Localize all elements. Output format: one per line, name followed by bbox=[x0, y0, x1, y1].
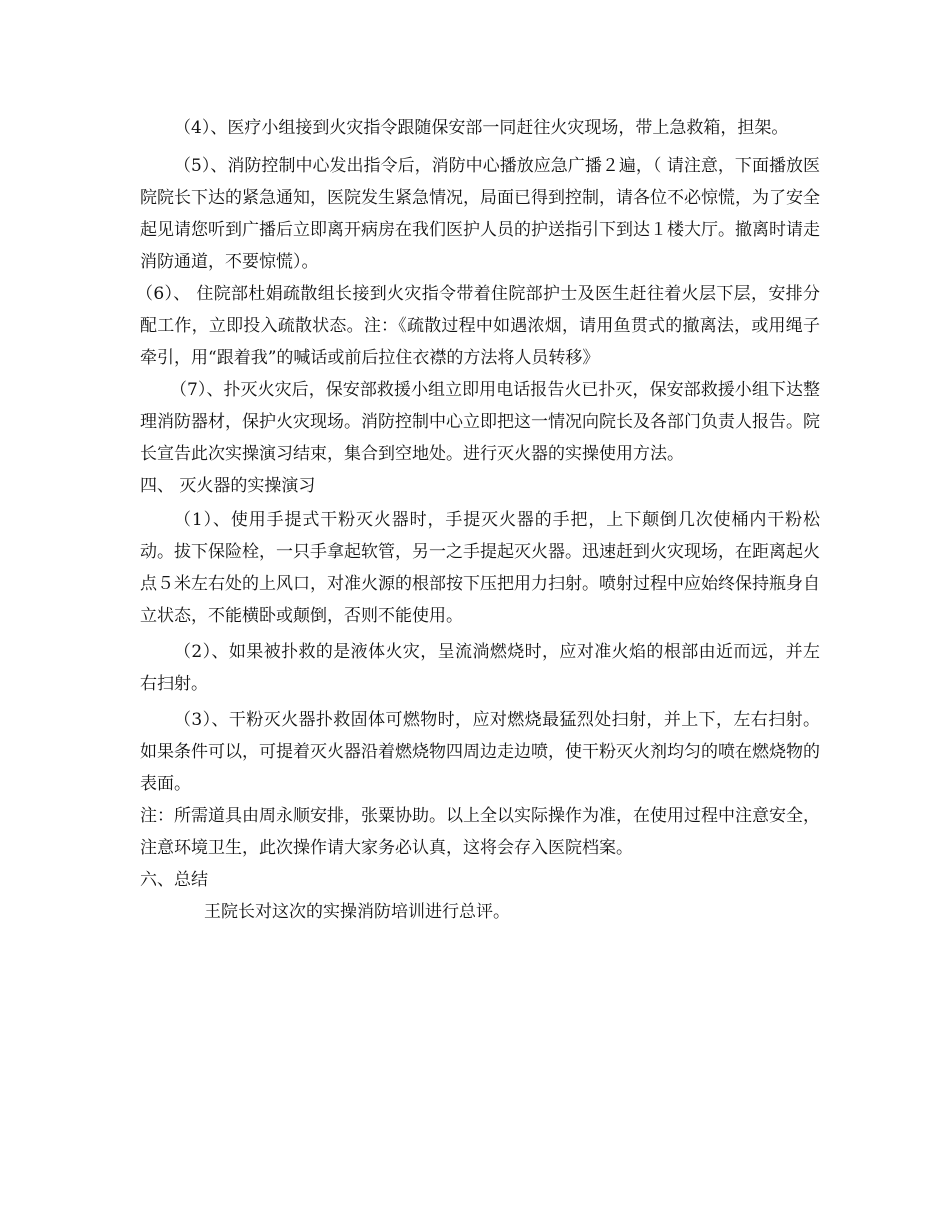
paragraph-step-1: （1）、使用手提式干粉灭火器时，手提灭火器的手把，上下颠倒几次使桶内干粉松动。拔下保险栓，一只手拿起软管，另一之手提起灭火器。迅速赶到火灾现场，在距离起火点５米左右处的上风口，对准火源的根部按下压把用力扫射。喷射过程中应始终保持瓶身自立状态，不能横卧或颠倒，否则不能使用。 bbox=[140, 510, 820, 626]
summary-paragraph: 王院长对这次的实操消防培训进行总评。 bbox=[204, 902, 510, 922]
paragraph-item-7: （7）、扑灭火灾后，保安部救援小组立即用电话报告火已扑灭，保安部救援小组下达整理消防器材，保护火灾现场。消防控制中心立即把这一情况向院长及各部门负责人报告。院长宣告此次实操演习结束，集合到空地处。进行灭火器的实操使用方法。 bbox=[140, 380, 820, 464]
section-heading-summary: 六、总结 bbox=[140, 870, 208, 890]
section-heading-fire-extinguisher: 四、 灭火器的实操演习 bbox=[140, 476, 316, 496]
paragraph-step-2: （2）、如果被扑救的是液体火灾，呈流淌燃烧时，应对准火焰的根部由近而远，并左右扫射。 bbox=[140, 642, 820, 694]
paragraph-item-5: （5）、消防控制中心发出指令后，消防中心播放应急广播２遍，（ 请注意，下面播放医院院长下达的紧急通知，医院发生紧急情况，局面已得到控制，请各位不必惊慌，为了安全起见请您听到广播后立即离开病房在我们医护人员的护送指引下到达１楼大厅。撤离时请走消防通道，不要惊慌）。 bbox=[140, 156, 820, 272]
paragraph-step-3: （3）、干粉灭火器扑救固体可燃物时，应对燃烧最猛烈处扫射，并上下，左右扫射。如果条件可以，可提着灭火器沿着燃烧物四周边走边喷，使干粉灭火剂均匀的喷在燃烧物的表面。 bbox=[140, 710, 820, 794]
paragraph-item-6: （6）、 住院部杜娟疏散组长接到火灾指令带着住院部护士及医生赶往着火层下层，安排分配工作，立即投入疏散状态。注：《疏散过程中如遇浓烟，请用鱼贯式的撤离法，或用绳子牵引，用“跟着我”的喊话或前后拉住衣襟的方法将人员转移》 bbox=[136, 284, 820, 368]
note-paragraph: 注：所需道具由周永顺安排，张粟协助。以上全以实际操作为准，在使用过程中注意安全，注意环境卫生，此次操作请大家务必认真，这将会存入医院档案。 bbox=[140, 806, 820, 858]
paragraph-item-4: （4）、医疗小组接到火灾指令跟随保安部一同赶往火灾现场，带上急救箱，担架。 bbox=[174, 118, 789, 138]
document-page bbox=[136, 112, 820, 928]
